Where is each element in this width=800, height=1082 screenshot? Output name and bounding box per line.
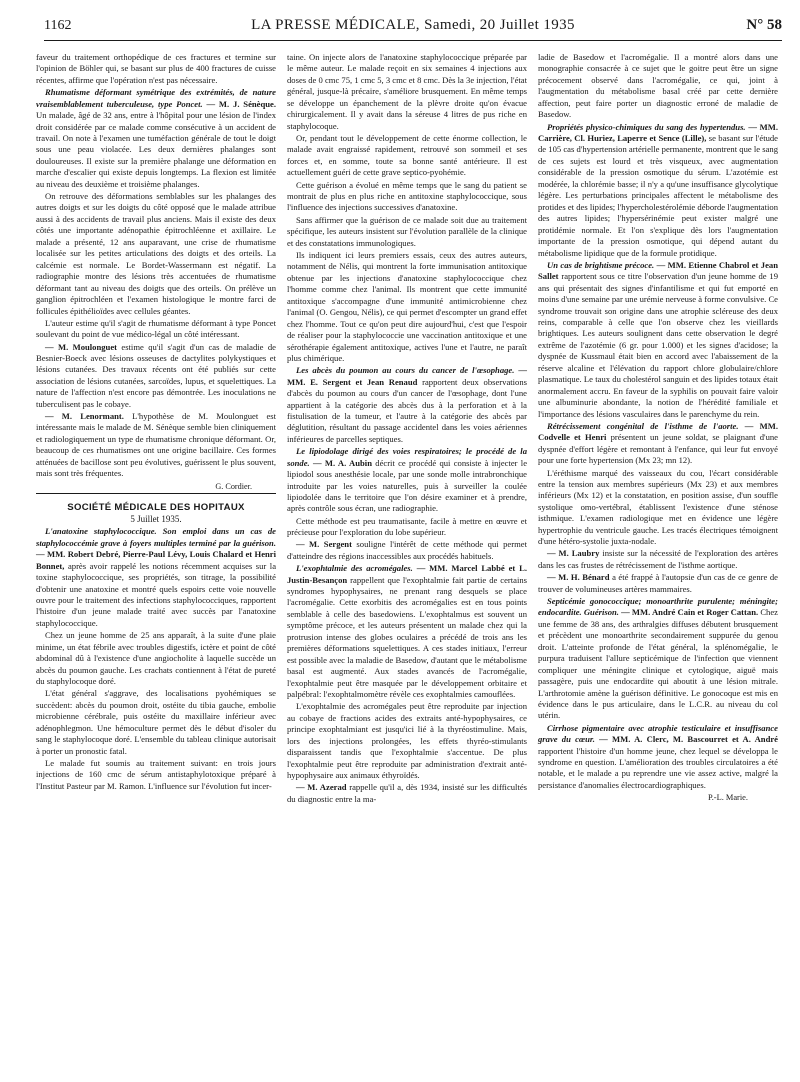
article-text: Un malade, âgé de 32 ans, entre à l'hôpital pour une lésion de l'index droit considérée par ce malade comme consécutive à un accident de travail. On note à l'examen une tuméfaction générale de tout le doigt sous une peau violacée. Les deux dernières phalanges sont douloureuses. Il existe sur la première phalange une déformation en marche d'escalier qui existe depuis longtemps. La flexion est limitée au niveau des deuxième et troisième phalanges.: [36, 110, 276, 189]
discussion-text: L'hypothèse de M. Moulonguet est intéressante mais le malade de M. Sénèque semble bien cliniquement et radiologiquement un type de rhumatisme chronique déformant. Or, beaucoup de ces rhumatismes ont une origine bacillaire. Ces formes atténuées de bacillose sont peu évolutives, guérissent le plus souvent, mais sont très fréquentes.: [36, 411, 276, 479]
paragraph: faveur du traitement orthopédique de ces fractures et termine sur l'opinion de Böhler qui, se basant sur plus de 400 fractures de cuisse récentes, affirme que l'opération n'est pas nécessaire.: [36, 52, 276, 85]
article-brightisme: [538, 260, 778, 420]
article-rhumatisme: [36, 87, 276, 190]
article-author: — MM. Robert Debré, Pierre-Paul Lévy, Louis Chalard et Henri Bonnet,: [36, 549, 276, 571]
column-left: [36, 52, 276, 793]
paragraph: Or, pendant tout le développement de cette énorme collection, le malade avait engraissé rapidement, retrouvé son sommeil et ses forces et, en somme, toute sa bonne santé antérieure. Il est actuellement guéri de cette grave septico-pyohémie.: [287, 132, 527, 178]
paragraph: Chez un jeune homme de 25 ans apparaît, à la suite d'une plaie minime, un état fébrile avec troubles digestifs, ictère et point de côté abdominal dû à l'existence d'une angiocholite à laquelle succède un abcès du poumon gauche. Les crachats contiennent à l'état de pureté du staphylocoque doré.: [36, 630, 276, 686]
paragraph: On retrouve des déformations semblables sur les phalanges des autres doigts et sur les doigts du côté opposé que le malade attribue aussi à des accidents de travail plus anciens. Mais il existe des deux côtés une importante adénopathie épitrochléenne et axillaire. Le malade a présenté, 12 ans auparavant, une crise de rhumatisme localisée sur les petites articulations des doigts et des orteils. La calcémie est normale. Le Bordet-Wassermann est négatif. La radiographie montre des lésions très accentuées de rhumatisme déformant tant au niveau des doigts que des orteils. On prélève un ganglion épitrochléen et l'examen histologique le montre farci de follicules épithélioïdes avec cellules géantes.: [36, 191, 276, 316]
signature: G. Cordier.: [215, 481, 252, 491]
article-title: Cirrhose pigmentaire avec atrophie testiculaire et insuffisance grave du cœur.: [538, 722, 778, 745]
article-title: Rétrécissement congénital de l'isthme de l'aorte.: [547, 420, 739, 431]
discussion-text: souligne l'intérêt de cette méthode qui permet d'atteindre des régions inaccessibles aux procédés habituels.: [287, 539, 527, 561]
article-author: — MM. Codvelle et Henri: [538, 420, 778, 443]
paragraph: Sans affirmer que la guérison de ce malade soit due au traitement spécifique, les auteurs insistent sur l'évolution parallèle de la clinique et des constatations immunologiques.: [287, 214, 527, 248]
column-middle: [287, 52, 527, 806]
discussant: — M. H. Bénard: [547, 572, 610, 583]
discussant: — M. Lenormant.: [45, 411, 124, 422]
paragraph: ladie de Basedow et l'acromégalie. Il a montré alors dans une monographie consacrée à ce sujet que le goitre peut être un signe précocement observé dans l'acromégalie, ce qui, joint à l'augmentation du métabolisme basal créé par cette dernière affection, peut faire porter un diagnostic erroné de maladie de Basedow.: [538, 52, 778, 120]
article-author: — MM. André Cain et Roger Cattan.: [621, 607, 759, 618]
article-author: — MM. A. Clerc, M. Bascourret et A. André: [599, 734, 778, 745]
paragraph: Ils indiquent ici leurs premiers essais, ceux des autres auteurs, notamment de Nélis, qui montrent la forte immunisation antitoxique obtenue par les injections d'anatoxine staphylococcique chez l'homme comme chez l'animal. Ils montrent que cette immunité antitoxique s'accompagne d'une immunité antimicrobienne chez l'animal (O. Gengou, Nélis), ce qui permet d'escompter un grand effet chez l'homme. Tout ce qu'on peut dire aujourd'hui, c'est que l'espoir de réaliser pour la staphylococcie une vaccination antitoxique et une sérothérapie également antitoxique, actives l'une et l'autre, ne paraît plus chimérique.: [287, 249, 527, 363]
page-header: [44, 16, 782, 41]
signature: P.-L. Marie.: [707, 793, 748, 803]
discussant: — M. Sergent: [296, 539, 352, 550]
paragraph: Cette guérison a évolué en même temps que le sang du patient se montrait de plus en plus riche en antitoxine staphylococcique, sous l'influence des injections successives d'anatoxine.: [287, 179, 527, 213]
article-author: — MM. Etienne Chabrol et Jean Sallet: [538, 259, 778, 282]
article-retrecissement: [538, 421, 778, 467]
article-title: Septicémie gonococcique; monoarthrite purulente; méningite; endocardite. Guérison.: [538, 595, 778, 618]
section-date: 5 Juillet 1935.: [130, 514, 182, 525]
article-author: — MM. Marcel Labbé et L. Justin-Besançon: [287, 563, 528, 585]
article-author: — M. A. Aubin: [312, 457, 372, 468]
article-title: L'exophtalmie des acromégales.: [296, 563, 413, 574]
paragraph: Cette méthode est peu traumatisante, facile à mettre en œuvre et précieuse pour l'exploration du lobe supérieur.: [287, 515, 527, 538]
article-text: rappellent que l'exophtalmie fait partie de certains syndromes hypophysaires, ne prenant rang desquels se place l'acromégalie. Cette exorbitis des acromégalies est en tous points semblable à celle des basedowiens. L'exophtalmus est souvent un symptôme précoce, et les auteurs présentent un malade chez qui la protrusion intense des globes oculaires a précédé de trois ans les premières déformations squelettiques. A ces stades initiaux, l'erreur est possible avec la maladie de Basedow, d'autant que le métabolisme basal est augmenté. Aux stades avancés de l'acromégalie, l'exophtalmie peut être masquée par le développement orbitaire et palpébral: l'exophtalmomètre révèle ces exophtalmies camouflées.: [287, 574, 528, 700]
discussant: — M. Azerad: [296, 782, 347, 793]
discussion-moulonguet: [36, 342, 276, 411]
article-septicemie: [538, 596, 778, 722]
discussion-benard: [538, 572, 778, 595]
discussion-text: a été frappé à l'autopsie d'un cas de ce genre de trouver de volumineuses artères mammaires.: [538, 572, 778, 594]
page-number: 1162: [44, 18, 72, 33]
article-text: présentent un jeune soldat, se plaignant d'une dyspnée d'effort légère et remontant à l'enfance, qui leur fut envoyé pour une forte hypertension (Mx 23; mn 12).: [538, 432, 778, 466]
paragraph: L'auteur estime qu'il s'agit de rhumatisme déformant à type Poncet soulevant du point de vue médico-légal un côté intéressant.: [36, 317, 276, 340]
discussion-azerad: [287, 782, 527, 805]
discussion-text: estime qu'il s'agit d'un cas de maladie de Besnier-Boeck avec lésions osseuses de dactylites polykystiques et lésions cutanées. Des travaux récents ont été publiés sur cette association de lésions cutanées, sarcoïdes, lupus, et squelettiques. La nature de l'affection n'est encore pas démontrée. Les inoculations ne tuberculisent pas le cobaye.: [36, 341, 276, 409]
column-right: [538, 52, 778, 804]
article-abces: [287, 365, 527, 445]
article-text: se basant sur l'étude de 105 cas d'hypertension artérielle permanente, montrent que le sang de ces sujets est lourd et très visqueux, avec augmentation considérable de la pression osmotique du sérum. L'azotémie est modérée, la chlorémie basse; il n'y a qu'une insuffisance glycolytique légère. Les perturbations principales affectent le métabolisme des protides et des lipides; l'hypercholestérolémie déborde l'augmentation des autres lipides; l'hypersérinémie peut exister malgré une protidémie normale. Et l'on s'explique dès lors l'augmentation importante de la pression osmotique, qui dépend autant du métabolisme lipidique que de la formule protidique.: [538, 132, 778, 258]
discussion-laubry: [538, 548, 778, 571]
article-title: L'anatoxine staphylococcique. Son emploi dans un cas de staphylococcémie grave à foyers multiples terminé par la guérison.: [36, 526, 276, 548]
paragraph: Le malade fut soumis au traitement suivant: en trois jours injections de 160 cmc de sérum antistaphylotoxique préparé à l'Institut Pasteur par M. Ramon. L'influence sur l'évolution fut incer-: [36, 757, 276, 791]
article-author: — MM. E. Sergent et Jean Renaud: [287, 365, 527, 387]
paragraph: L'état général s'aggrave, des localisations pyohémiques se succèdent: abcès du poumon droit, ostéite du tibia gauche, embolie microbienne cérébrale, puis ostéite du maxillaire inférieur avec adénophlegmon. Une hémoculture permet dès le début d'isoler du sang le staphylocoque doré. L'ensemble du tableau clinique autorisait à porter un pronostic fatal.: [36, 688, 276, 756]
article-title: Le lipiodolage dirigé des voies respiratoires; le procédé de la sonde.: [287, 446, 527, 468]
article-cirrhose: [538, 723, 778, 792]
article-text: rapportent deux observations d'abcès du poumon au cours d'un cancer de l'œsophage, dont l'une appartient à la catégorie des abcès dus à la perforation et à la fistulisation de la tumeur, et l'autre à la catégorie des abcès par déglutition, résultant du passage accidentel dans les voies aériennes inférieures de parcelles septiques.: [287, 376, 527, 444]
article-lipiodolage: [287, 446, 527, 515]
article-title: Un cas de brightisme précoce.: [547, 259, 655, 270]
discussion-sergent: [287, 539, 527, 562]
discussant: — M. Laubry: [547, 548, 600, 559]
article-anatoxine: [36, 526, 276, 629]
article-proprietes: [538, 122, 778, 259]
discussion-text: insiste sur la nécessité de l'exploration des artères dans les cas frustes de rétrécissement de l'isthme aortique.: [538, 548, 778, 570]
paragraph: L'exophtalmie des acromégales peut être reproduite par injection au cobaye de fractions acides des extraits anté-hypophysaires, ce principe exophtalmiant est jusqu'ici lié à la thyréostimuline. Mais, lors des injections prolongées, les effets thyréo-stimulants disparaissent tandis que l'exophtalmie s'accentue. De plus l'exophtalmie peut être reproduite par administration d'extrait anté-hypophysaire aux animaux éthyroïdés.: [287, 701, 527, 781]
discussion-text: rappelle qu'il a, dès 1934, insisté sur les difficultés du diagnostic entre la ma-: [287, 782, 527, 804]
article-text: rapportent l'histoire d'un homme jeune, chez lequel se développa le syndrome en question. L'amélioration des troubles circulatoires a été notable, et le malade a pu reprendre une vie assez active, malgré la persistance d'anomalies électrocardiographiques.: [538, 745, 778, 790]
running-title: LA PRESSE MÉDICALE, Samedi, 20 Juillet 1935: [251, 17, 575, 33]
article-exophtalmie: [287, 563, 527, 700]
discussion-lenormant: [36, 411, 276, 480]
article-text: Chez une femme de 38 ans, des arthralgies diffuses débutent brusquement et précèdent une monoarthrite secondairement suppurée du genou droit. L'atteinte profonde de l'état général, la splénomégalie, le purpura traduisent l'allure septicémique de l'infection que viennent compliquer une méningite clinique et cytologique, aiguë mais passagère, puis une endocardite qui aboutit à une lésion mitrale. L'arthrotomie amène la guérison définitive. Le gonocoque est mis en évidence dans le pus articulaire, dans le L.C.R. au niveau du col utérin.: [538, 607, 778, 721]
article-text: décrit ce procédé qui consiste à injecter le lipiodol sous anesthésie locale, par une sonde molle intrabronchique introduite par les voies naturelles, puis à surveiller la coulée lipiodolée dans le territoire que l'on désire examiner et à prendre, après contrôle sous écran, une radiographie.: [287, 457, 528, 514]
article-title: Propriétés physico-chimiques du sang des hypertendus.: [547, 121, 746, 132]
article-author: — MM. Carrière, Cl. Huriez, Laperre et Sence (Lille),: [538, 121, 778, 143]
discussant: — M. Moulonguet: [45, 341, 118, 352]
article-text: rapportent sous ce titre l'observation d'un jeune homme de 19 ans qui présentait des signes d'infantilisme et qui fut emporté en moins d'une semaine par une urémie nerveuse à forme convulsive. Ce syndrome trouvait son origine dans une atrophie scléreuse des deux reins, comparable à celle que l'on observe chez les vieillards brightiques. Les auteurs soulignent dans cette observation le degré extrême de l'azotémie (6 gr. pour 1.000) et les signes d'acidose; la dyspnée de Kussmaul était bien en accord avec l'abaissement de la réserve alcaline et l'élévation du rapport chlore globulaire/chlore plasmatique. Le taux du cholestérol sanguin et des lipides totaux était anormalement accru. En faveur de la syphilis on pouvait faire valoir une albuminurie abondante, la notion de l'hérédité familiale et l'importance des lésions vasculaires dans le parenchyme du rein.: [538, 271, 778, 419]
paragraph: taine. On injecte alors de l'anatoxine staphylococcique préparée par le même auteur. Le malade reçoit en six semaines 4 injections aux doses de 0 cmc 75, 1 cmc 5, 3 cmc et 8 cmc. Dès la 3e injection, l'état général, jusque-là précaire, s'améliore brusquement. En même temps se développe un épanchement de la plèvre droite qu'on évacue chirurgicalement. Il y avait dans la séreuse 4 litres de pus riche en staphylocoque.: [287, 52, 527, 131]
issue-number: N° 58: [746, 17, 782, 33]
article-title: Rhumatisme déformant symétrique des extrémités, de nature vraisemblablement tuberculeuse, type Poncet.: [36, 87, 276, 109]
paragraph: L'éréthisme marqué des vaisseaux du cou, l'écart considérable entre la tension aux membres supérieurs (Mx 23) et aux membres inférieurs (Mx 12) et la constatation, en position assise, d'un souffle systolique omo-vertébral, établissent l'existence d'une sténose isthmique. L'examen radiologique met en évidence une légère hypertrophie du ventricule gauche. Les tracés électriques témoignent d'une hétéro-systolie juxta-nodale.: [538, 467, 778, 547]
section-heading: SOCIÉTÉ MÉDICALE DES HOPITAUX: [36, 493, 276, 513]
article-author: — M. J. Sénèque.: [206, 98, 277, 109]
article-title: Les abcès du poumon au cours du cancer de l'œsophage.: [296, 365, 515, 376]
article-text: après avoir rappelé les notions récemment acquises sur la toxine staphylococcique, ses propriétés, son titrage, la possibilité d'obtenir une anatoxine et montré quels espoirs cette voie nouvelle ouvre pour le traitement des infections staphylococciques, rapportent l'histoire d'un jeune malade traité avec succès par l'anatoxine staphylococcique.: [36, 560, 277, 628]
